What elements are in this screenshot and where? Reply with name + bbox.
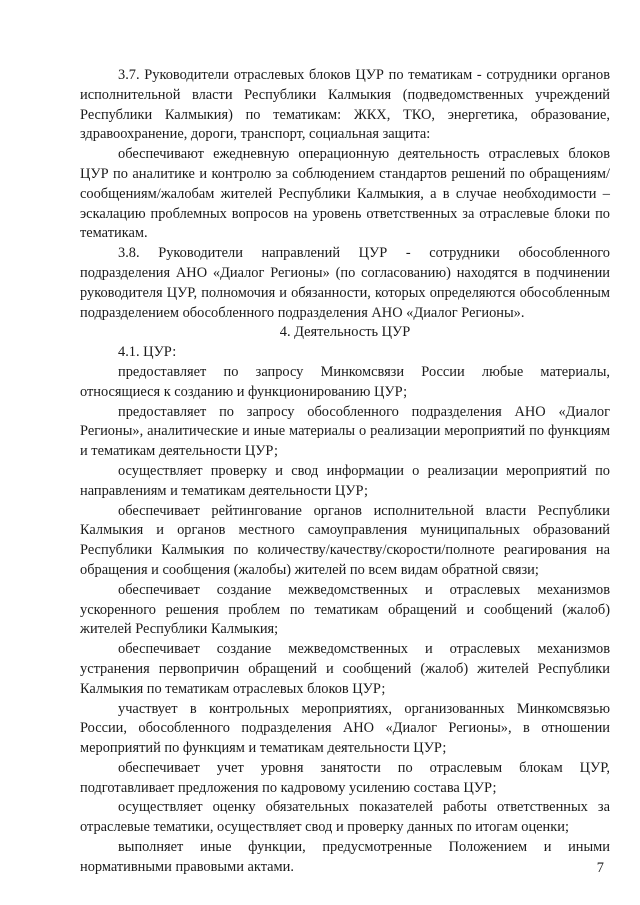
paragraph-3-7: 3.7. Руководители отраслевых блоков ЦУР по тематикам - сотрудники органов исполнительной власти Республики Калмыкия (подведомственных учреждений Республики Калмыкия) по тематикам: ЖКХ, ТКО, энергетика, образование, здравоохранение, дороги, транспорт, социальная защита: — [80, 67, 610, 143]
list-item: участвует в контрольных мероприятиях, организованных Минкомсвязью России, обособленного подразделения АНО «Диалог Регионы», в отношении мероприятий по функциям и тематикам деятельности ЦУР; — [80, 700, 610, 757]
paragraph-3-8: 3.8. Руководители направлений ЦУР - сотрудники обособленного подразделения АНО «Диалог Регионы» (по согласованию) находятся в подчинении руководителя ЦУР, полномочия и обязанности, которых определяются обособленным подразделением обособленного подразделения АНО «Диалог Регионы». — [80, 245, 610, 321]
list-item: предоставляет по запросу Минкомсвязи России любые материалы, относящиеся к созданию и функционированию ЦУР; — [80, 363, 610, 400]
paragraph-3-7-duties: обеспечивают ежедневную операционную деятельность отраслевых блоков ЦУР по аналитике и контролю за соблюдением стандартов решений по обращениям/сообщениям/жалобам жителей Республики Калмыкия, а в случае необходимости – эскалацию проблемных вопросов на уровень ответственных за отраслевые блоки по тематикам. — [80, 146, 610, 242]
list-item: предоставляет по запросу обособленного подразделения АНО «Диалог Регионы», аналитические и иные материалы о реализации мероприятий по функциям и тематикам деятельности ЦУР; — [80, 403, 610, 460]
list-item: обеспечивает рейтингование органов исполнительной власти Республики Калмыкия и органов местного самоуправления муниципальных образований Республики Калмыкия по количеству/качеству/скорости/полноте реагирования на обращения и сообщения (жалобы) жителей по всем видам обратной связи; — [80, 502, 610, 578]
list-item: обеспечивает создание межведомственных и отраслевых механизмов ускоренного решения проблем по тематикам обращений и сообщений (жалоб) жителей Республики Калмыкия; — [80, 581, 610, 638]
section-heading: 4. Деятельность ЦУР — [279, 324, 411, 341]
list-item: осуществляет проверку и свод информации о реализации мероприятий по направлениям и тематикам деятельности ЦУР; — [80, 462, 610, 499]
paragraph-4-1: 4.1. ЦУР: — [118, 344, 177, 361]
page-number: 7 — [596, 860, 604, 876]
list-item: обеспечивает учет уровня занятости по отраслевым блокам ЦУР, подготавливает предложения по кадровому усилению состава ЦУР; — [80, 759, 610, 796]
list-item: обеспечивает создание межведомственных и отраслевых механизмов устранения первопричин обращений и сообщений (жалоб) жителей Республики Калмыкия по тематикам отраслевых блоков ЦУР; — [80, 641, 610, 697]
document-body — [80, 66, 610, 878]
list-item: выполняет иные функции, предусмотренные Положением и иными нормативными правовыми актами. — [80, 839, 610, 875]
list-item: осуществляет оценку обязательных показателей работы ответственных за отраслевые тематики, осуществляет свод и проверку данных по итогам оценки; — [80, 799, 610, 836]
